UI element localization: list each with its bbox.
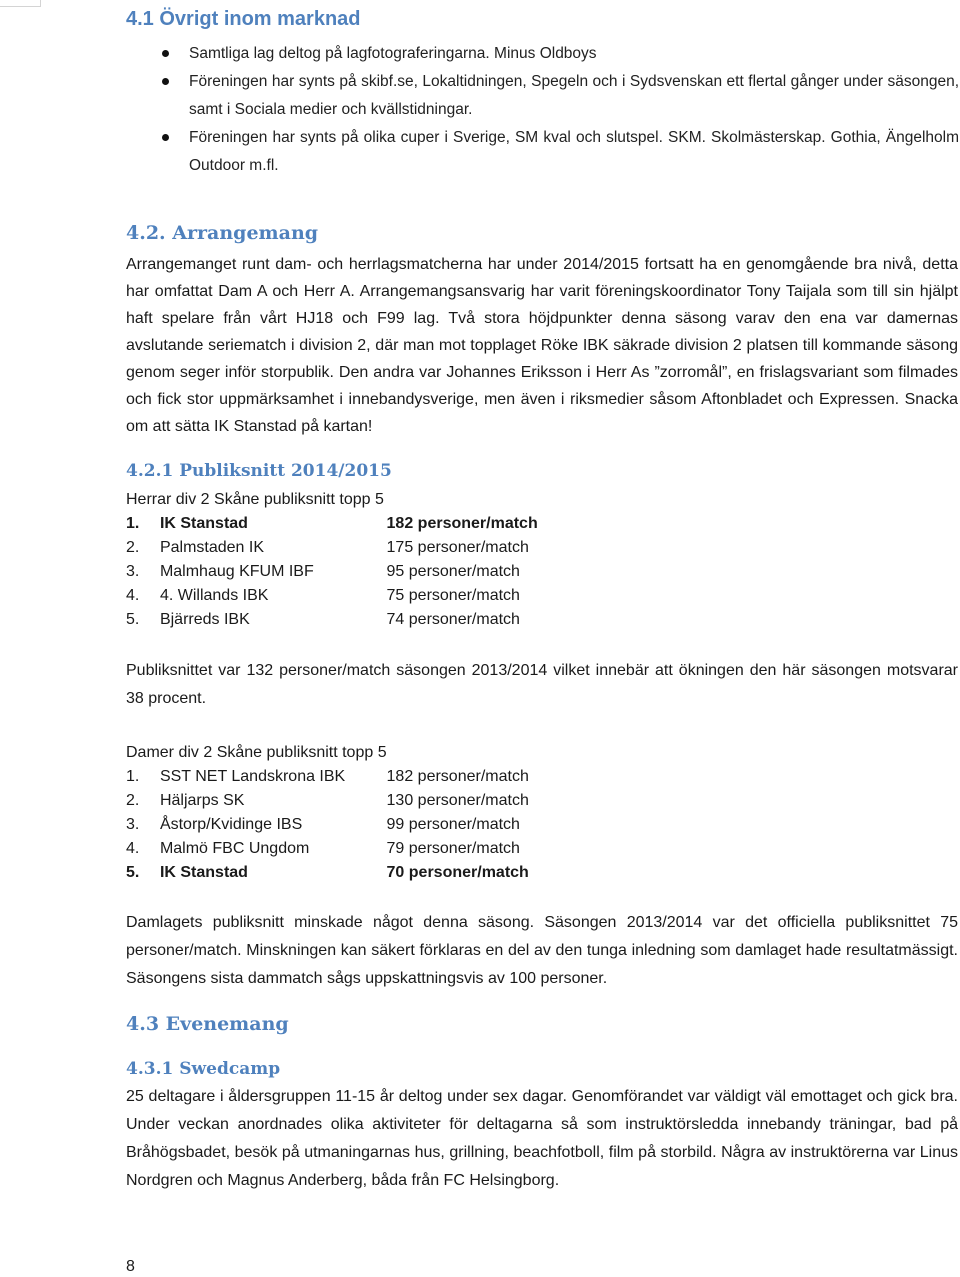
herrar-table-title: Herrar div 2 Skåne publiksnitt topp 5 (126, 491, 384, 508)
table-row (126, 560, 686, 584)
value-cell: 79 personer/match (386, 840, 520, 857)
rank-cell: 3. (126, 563, 140, 580)
damer-note-paragraph: Damlagets publiksnitt minskade något denna säsong. Säsongen 2013/2014 var det officiella publiksnittet 75 personer/match. Minskningen kan säkert förklaras en del av den tunga inledning som damlaget hade resultatmässigt. Säsongens sista dammatch sågs uppskattningsvis av 100 personer. (126, 914, 958, 987)
value-cell: 70 personer/match (386, 864, 529, 881)
value-cell: 95 personer/match (386, 563, 520, 580)
team-cell: Häljarps SK (159, 792, 245, 809)
team-cell: Åstorp/Kvidinge IBS (159, 816, 303, 833)
value-cell: 75 personer/match (386, 587, 520, 604)
herrar-publiksnitt-table (126, 512, 686, 632)
bullet-item: Samtliga lag deltog på lagfotograferingarna. Minus Oldboys (189, 40, 959, 68)
swedcamp-paragraph: 25 deltagare i åldersgruppen 11-15 år deltog under sex dagar. Genomförandet var väldigt väl emottaget och gick bra. Under veckan anordnades olika aktiviteter för deltagarna så som instruktörsledda innebandy träningar, bad på Bråhögsbadet, besök på utmaningarnas hus, grillning, beachfotboll, film på storbild. Några av instruktörerna var Linus Nordgren och Magnus Anderberg, båda från FC Helsingborg. (126, 1088, 958, 1189)
value-cell: 74 personer/match (386, 611, 520, 628)
page-number: 8 (126, 1258, 135, 1275)
value-cell: 130 personer/match (386, 792, 529, 809)
team-cell: SST NET Landskrona IBK (159, 768, 346, 785)
damer-publiksnitt-table (126, 765, 686, 885)
heading-4-2: 4.2. Arrangemang (126, 222, 319, 244)
team-cell: 4. Willands IBK (159, 587, 269, 604)
team-cell: Bjärreds IBK (159, 611, 250, 628)
heading-4-2-1: 4.2.1 Publiksnitt 2014/2015 (126, 461, 392, 481)
heading-4-3-1: 4.3.1 Swedcamp (126, 1059, 281, 1079)
heading-4-1: 4.1 Övrigt inom marknad (126, 8, 361, 30)
rank-cell: 2. (126, 539, 140, 556)
table-row (126, 512, 686, 536)
value-cell: 182 personer/match (386, 515, 538, 532)
value-cell: 182 personer/match (386, 768, 529, 785)
team-cell: IK Stanstad (159, 864, 248, 881)
rank-cell: 1. (126, 515, 140, 532)
rank-cell: 2. (126, 792, 140, 809)
team-cell: Palmstaden IK (159, 539, 264, 556)
team-cell: Malmö FBC Ungdom (159, 840, 310, 857)
table-row (126, 837, 686, 861)
arrangemang-paragraph: Arrangemanget runt dam- och herrlagsmatcherna har under 2014/2015 fortsatt ha en genomgående bra nivå, detta har omfattat Dam A och Herr A. Arrangemangsansvarig har varit föreningskoordinator Tony Taijala som till sin hjälpt haft spelare från vårt HJ18 och F99 lag. Två stora höjdpunkter denna säsong varav den ena var damernas avslutande seriematch i division 2, där man mot topplaget Röke IBK säkrade division 2 platsen till kommande säsong genom seger inför storpublik. Den andra var Johannes Eriksson i Herr As ”zorromål”, en frislagsvariant som filmades och fick stor uppmärksamhet i innebandysverige, men även i riksmedier såsom Aftonbladet och Expressen. Snacka om att sätta IK Stanstad på kartan! (126, 256, 958, 435)
bullet-list-marknad (189, 40, 959, 180)
rank-cell: 1. (126, 768, 140, 785)
rank-cell: 4. (126, 840, 140, 857)
table-row (126, 536, 686, 560)
team-cell: Malmhaug KFUM IBF (159, 563, 314, 580)
bullet-item: Föreningen har synts på olika cuper i Sverige, SM kval och slutspel. SKM. Skolmästerskap. Gothia, Ängelholm Outdoor m.fl. (189, 124, 959, 180)
table-row (126, 584, 686, 608)
table-row (126, 765, 686, 789)
table-row (126, 789, 686, 813)
table-row (126, 813, 686, 837)
table-row (126, 861, 686, 885)
value-cell: 99 personer/match (386, 816, 520, 833)
value-cell: 175 personer/match (386, 539, 529, 556)
table-row (126, 608, 686, 632)
rank-cell: 4. (126, 587, 140, 604)
rank-cell: 3. (126, 816, 140, 833)
page-corner-mark (0, 0, 41, 7)
heading-4-3: 4.3 Evenemang (126, 1013, 289, 1035)
rank-cell: 5. (126, 611, 140, 628)
bullet-item: Föreningen har synts på skibf.se, Lokaltidningen, Spegeln och i Sydsvenskan ett flertal gånger under säsongen, samt i Sociala medier och kvällstidningar. (189, 68, 959, 124)
team-cell: IK Stanstad (159, 515, 248, 532)
rank-cell: 5. (126, 864, 140, 881)
damer-table-title: Damer div 2 Skåne publiksnitt topp 5 (126, 744, 387, 761)
herrar-note-paragraph: Publiksnittet var 132 personer/match säsongen 2013/2014 vilket innebär att ökningen den här säsongen motsvarar 38 procent. (126, 662, 958, 707)
